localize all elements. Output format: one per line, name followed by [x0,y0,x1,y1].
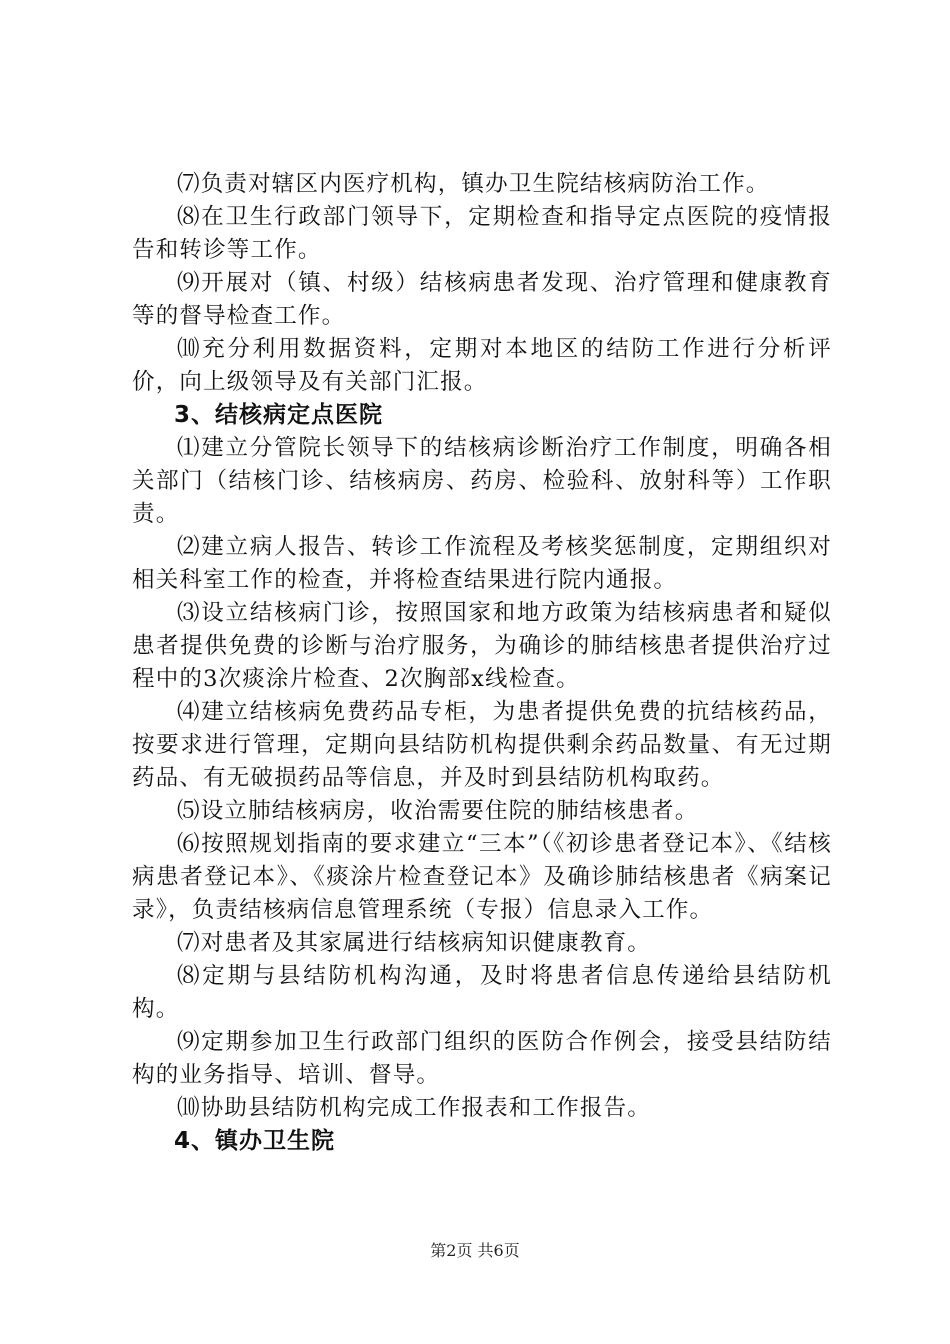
paragraph-supervision-inspection: ⑼开展对（镇、村级）结核病患者发现、治疗管理和健康教育等的督导检查工作。 [132,270,832,329]
paragraph-tb-clinic: ⑶设立结核病门诊，按照国家和地方政策为结核病患者和疑似患者提供免费的诊断与治疗服务，为确诊的肺结核患者提供治疗过程中的3次痰涂片检查、2次胸部x线检查。 [132,600,832,692]
paragraph-drug-cabinet: ⑷建立结核病免费药品专柜，为患者提供免费的抗结核药品，按要求进行管理，定期向县结防机构提供剩余药品数量、有无过期药品、有无破损药品等信息，并及时到县结防机构取药。 [132,699,832,791]
paragraph-monitor-institutions: ⑺负责对辖区内医疗机构，镇办卫生院结核病防治工作。 [177,171,770,197]
paragraph-data-analysis: ⑽充分利用数据资料，定期对本地区的结防工作进行分析评价，向上级领导及有关部门汇报。 [132,336,832,395]
paragraph-inspect-designated-hospital: ⑻在卫生行政部门领导下，定期检查和指导定点医院的疫情报告和转诊等工作。 [132,204,832,263]
paragraph-assist-reports: ⑽协助县结防机构完成工作报表和工作报告。 [177,1095,652,1121]
paragraph-cooperation-meeting: ⑼定期参加卫生行政部门组织的医防合作例会，接受县结防结构的业务指导、培训、督导。 [132,1029,832,1088]
document-body [132,168,832,1158]
paragraph-three-registers: ⑹按照规划指南的要求建立“三本”（《初诊患者登记本》、《结核病患者登记本》、《痰涂片检查登记本》及确诊肺结核患者《病案记录》，负责结核病信息管理系统（专报）信息录入工作。 [132,831,832,923]
section-heading-town-health-center: 4、镇办卫生院 [174,1128,336,1154]
page-number-footer: 第2页 共6页 [430,1241,520,1260]
paragraph-health-education: ⑺对患者及其家属进行结核病知识健康教育。 [177,930,652,956]
paragraph-report-referral: ⑵建立病人报告、转诊工作流程及考核奖惩制度，定期组织对相关科室工作的检查，并将检查结果进行院内通报。 [132,534,832,593]
paragraph-work-system: ⑴建立分管院长领导下的结核病诊断治疗工作制度，明确各相关部门（结核门诊、结核病房、药房、检验科、放射科等）工作职责。 [132,435,832,527]
section-heading-designated-hospital: 3、结核病定点医院 [174,402,384,428]
paragraph-tb-ward: ⑸设立肺结核病房，收治需要住院的肺结核患者。 [177,798,699,824]
paragraph-communication: ⑻定期与县结防机构沟通，及时将患者信息传递给县结防机构。 [132,963,832,1022]
